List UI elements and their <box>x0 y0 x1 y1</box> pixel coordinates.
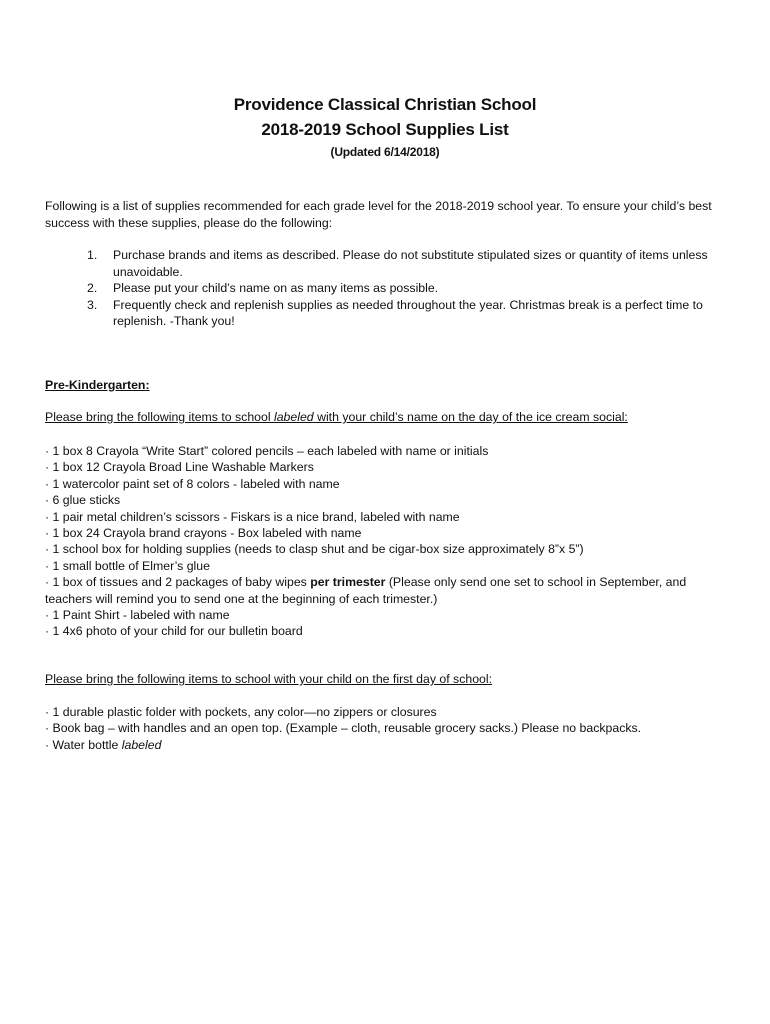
list-item: · 1 pair metal children’s scissors - Fiskars is a nice brand, labeled with name <box>45 509 460 524</box>
step-item <box>87 297 737 330</box>
list-item: · 1 Paint Shirt - labeled with name <box>45 608 230 623</box>
list-item: · Book bag – with handles and an open top. (Example – cloth, reusable grocery sacks.) Please no backpacks. <box>45 721 642 736</box>
list-item: · 1 durable plastic folder with pockets, any color—no zippers or closures <box>45 705 437 719</box>
step-item <box>87 247 737 280</box>
instruction-emphasis: labeled <box>273 410 314 424</box>
item-text: · Water bottle <box>45 737 122 752</box>
instruction-text: with your child’s name on the day of the ice cream social: <box>313 410 628 424</box>
instruction-steps <box>87 247 737 330</box>
list-item <box>45 737 735 753</box>
step-number: 3. <box>87 297 98 312</box>
step-item <box>87 280 737 297</box>
step-number: 1. <box>87 248 98 262</box>
school-name: Providence Classical Christian School <box>233 95 537 114</box>
list-item: · 6 glue sticks <box>45 493 121 508</box>
list-item: · 1 box 24 Crayola brand crayons - Box labeled with name <box>45 526 362 541</box>
list-item <box>45 574 735 607</box>
list-item: · 1 box 8 Crayola “Write Start” colored pencils – each labeled with name or initials <box>45 444 489 458</box>
first-day-instruction: Please bring the following items to school with your child on the first day of school: <box>45 672 493 686</box>
ice-cream-social-instruction <box>45 410 628 424</box>
list-item: · 1 watercolor paint set of 8 colors - labeled with name <box>45 476 340 491</box>
list-item: · 1 box 12 Crayola Broad Line Washable Markers <box>45 460 314 475</box>
list-title: 2018-2019 School Supplies List <box>261 120 509 139</box>
item-emphasis: per trimester <box>310 575 386 590</box>
ice-cream-social-items <box>45 443 735 640</box>
step-text: Purchase brands and items as described. Please do not substitute stipulated sizes or quantity of items unless unavoidable. <box>113 248 708 279</box>
step-text: Frequently check and replenish supplies as needed throughout the year. Christmas break is a perfect time to replenish. -Thank you! <box>113 297 703 328</box>
updated-date: (Updated 6/14/2018) <box>330 145 440 159</box>
item-text: · 1 box of tissues and 2 packages of baby wipes <box>45 575 311 590</box>
item-emphasis: labeled <box>121 737 162 752</box>
step-number: 2. <box>87 281 98 295</box>
step-text: Please put your child’s name on as many items as possible. <box>113 281 439 295</box>
list-item: · 1 4x6 photo of your child for our bulletin board <box>45 624 303 639</box>
list-item: · 1 school box for holding supplies (needs to clasp shut and be cigar-box size approximately 8”x 5”) <box>45 542 584 557</box>
item-text: (Please only send one set to school in September, and teachers will remind you to send one at the beginning of each trimester.) <box>45 575 687 606</box>
prek-heading: Pre-Kindergarten: <box>45 378 150 392</box>
intro-paragraph: Following is a list of supplies recommended for each grade level for the 2018-2019 school year. To ensure your child’s best success with these supplies, please do the following: <box>45 199 712 230</box>
first-day-items <box>45 704 735 753</box>
list-item: · 1 small bottle of Elmer’s glue <box>45 558 210 573</box>
instruction-text: Please bring the following items to school <box>45 410 274 424</box>
